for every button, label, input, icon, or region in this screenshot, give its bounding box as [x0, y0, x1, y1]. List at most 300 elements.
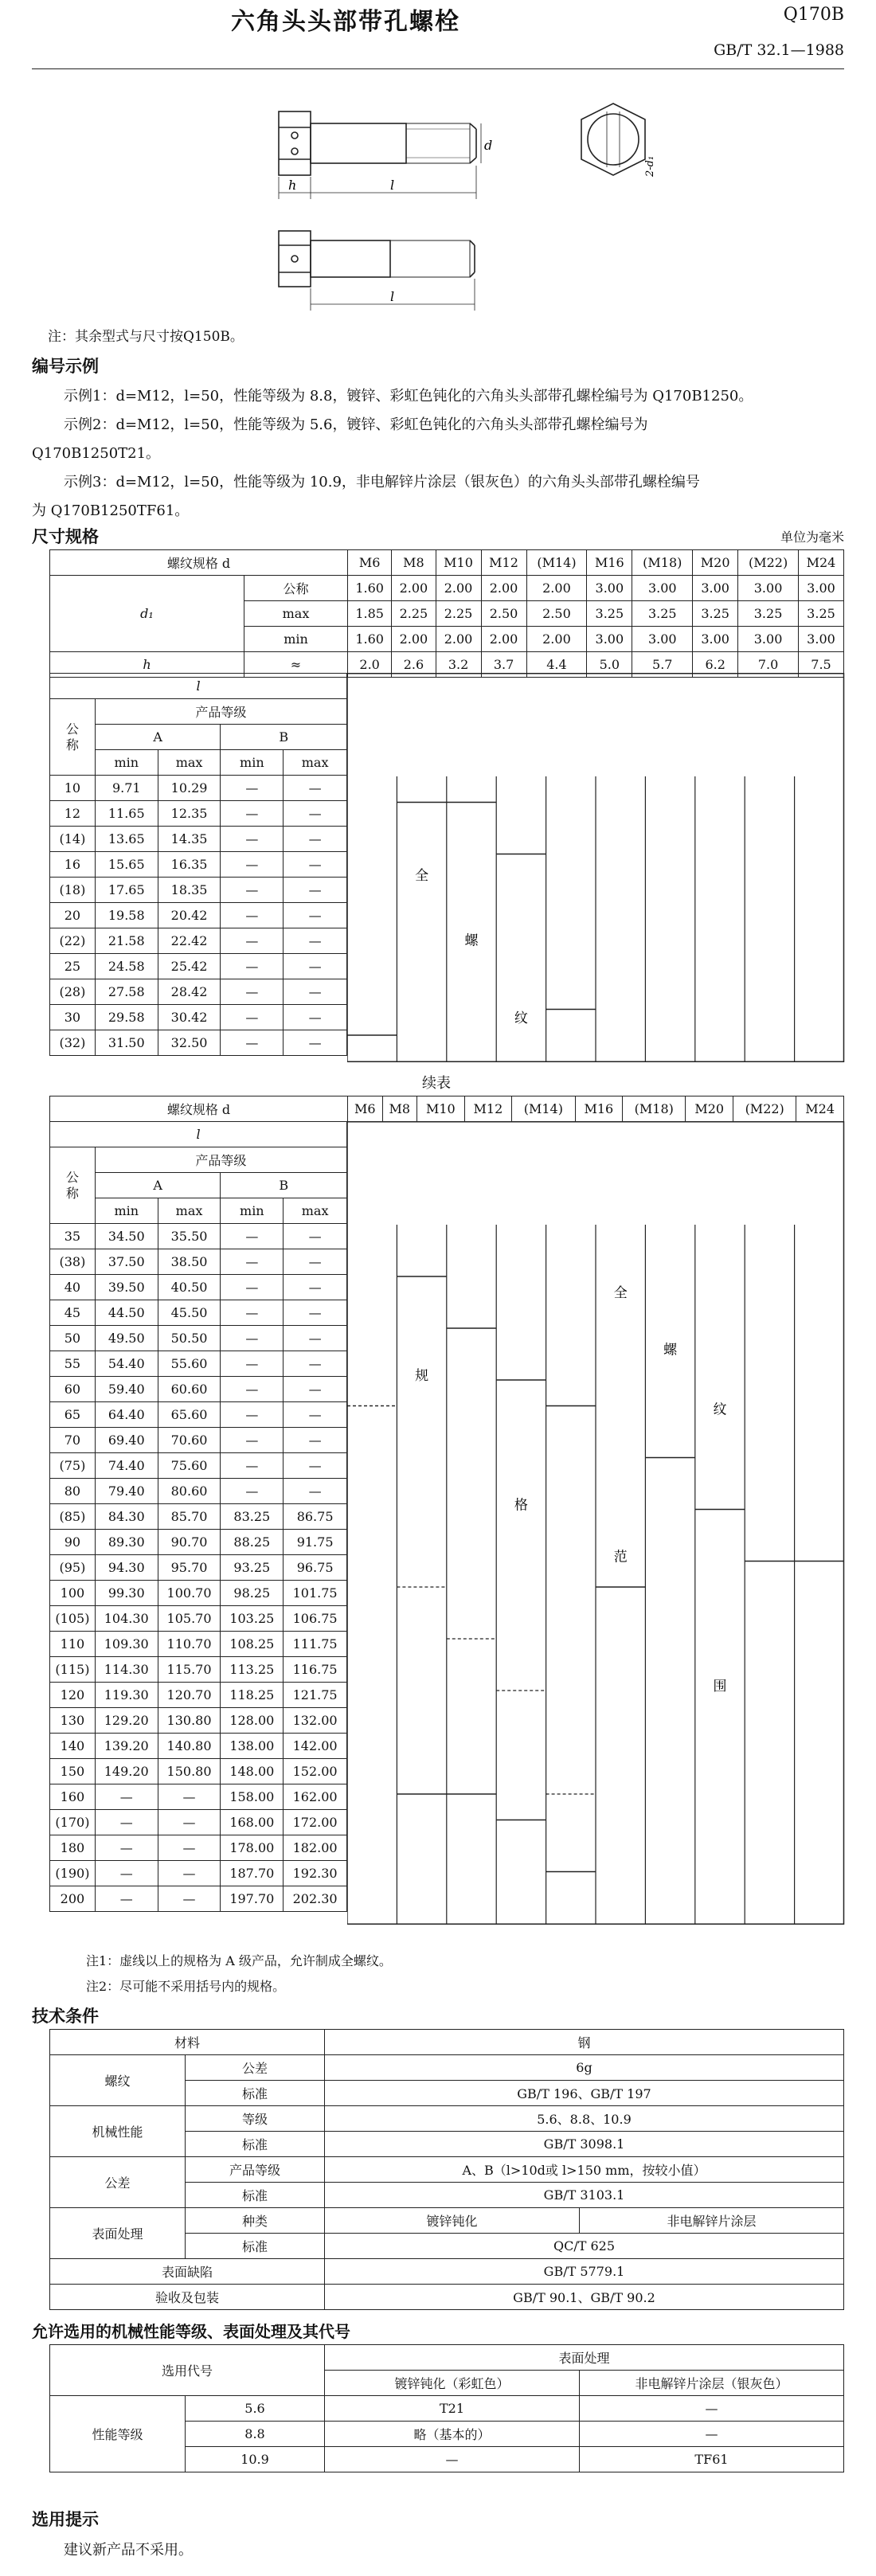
table-cell: 螺纹 [50, 2055, 186, 2106]
table-cell: — [95, 1835, 158, 1861]
table-cell: 3.00 [738, 627, 799, 652]
max-label: max [244, 601, 348, 627]
table-cell: T21 [325, 2396, 580, 2422]
svg-text:全: 全 [415, 868, 429, 884]
table-cell: — [221, 954, 284, 979]
table-cell: 80.60 [158, 1479, 221, 1504]
table-cell: — [284, 1249, 347, 1275]
table-cell: (22) [50, 928, 96, 954]
table-cell: 85.70 [158, 1504, 221, 1530]
table-cell: 2.00 [526, 576, 587, 601]
table-cell: — [221, 1224, 284, 1249]
table-cell: 101.75 [284, 1581, 347, 1606]
table-cell: M10 [417, 1096, 465, 1122]
table-cell: 21.58 [95, 928, 158, 954]
table-cell: M20 [686, 1096, 733, 1122]
table-cell: 25.42 [158, 954, 221, 979]
tech-heading: 技术条件 [32, 2007, 99, 2026]
table-row [50, 1632, 347, 1657]
table-cell: 49.50 [95, 1326, 158, 1351]
example-2: 示例2：d=M12，l=50，性能等级为 5.6，镀锌、彩虹色钝化的六角头头部带孔螺栓编号为 [64, 416, 648, 433]
table-cell: (95) [50, 1555, 96, 1581]
table-cell: 3.00 [632, 576, 693, 601]
table-cell: (32) [50, 1030, 96, 1056]
example-2-cont: Q170B1250T21。 [32, 445, 161, 462]
table-cell: 30 [50, 1005, 96, 1030]
table-cell: 32.50 [158, 1030, 221, 1056]
table-row [50, 1428, 347, 1453]
table-cell: (115) [50, 1657, 96, 1683]
grade-header: 产品等级 [95, 1147, 346, 1173]
table-cell: 130 [50, 1708, 96, 1734]
table-row [50, 1708, 347, 1734]
table-row [50, 1005, 347, 1030]
table-cell: 110.70 [158, 1632, 221, 1657]
table-cell: max [284, 1198, 347, 1224]
table-cell: 镀锌钝化 [325, 2208, 580, 2234]
table-cell: 60 [50, 1377, 96, 1402]
table-cell: 83.25 [221, 1504, 284, 1530]
table-cell: 139.20 [95, 1734, 158, 1759]
table-cell: — [95, 1810, 158, 1835]
table-row [50, 979, 347, 1005]
svg-text:螺: 螺 [663, 1342, 678, 1358]
table-row [50, 852, 347, 878]
table-cell: (38) [50, 1249, 96, 1275]
table-cell: — [284, 801, 347, 827]
table-cell: 202.30 [284, 1886, 347, 1912]
d1-label: 2-d₁ [644, 155, 656, 177]
table-cell: 2.00 [481, 576, 526, 601]
table-cell: 2.00 [481, 627, 526, 652]
table-cell: 材料 [50, 2030, 325, 2055]
table-cell: 96.75 [284, 1555, 347, 1581]
table-cell: 172.00 [284, 1810, 347, 1835]
table-cell: — [221, 1300, 284, 1326]
table-cell: 138.00 [221, 1734, 284, 1759]
table-cell: 168.00 [221, 1810, 284, 1835]
table-cell: — [221, 1005, 284, 1030]
table-cell: — [284, 903, 347, 928]
table-cell: 110 [50, 1632, 96, 1657]
table-cell: — [284, 1275, 347, 1300]
table-cell: 84.30 [95, 1504, 158, 1530]
table-row [50, 1249, 347, 1275]
table-cell: M12 [464, 1096, 512, 1122]
table-cell: — [221, 1326, 284, 1351]
thread-region [347, 1121, 845, 1925]
table-cell: min [95, 1198, 158, 1224]
table-cell: 产品等级 [186, 2157, 325, 2183]
table-cell: GB/T 196、GB/T 197 [325, 2081, 844, 2106]
table-cell: 65 [50, 1402, 96, 1428]
page-title: 六角头头部带孔螺栓 [231, 8, 460, 36]
table-cell: 2.0 [348, 652, 392, 678]
table-cell: 39.50 [95, 1275, 158, 1300]
table-cell: 2.25 [436, 601, 481, 627]
length-rows [49, 1121, 347, 1912]
table-cell: 40.50 [158, 1275, 221, 1300]
table-cell: 3.00 [587, 576, 632, 601]
table-cell: 94.30 [95, 1555, 158, 1581]
table-cell: 机械性能 [50, 2106, 186, 2157]
table-cell: B [221, 1173, 347, 1198]
table-cell: 3.2 [436, 652, 481, 678]
table-cell: 142.00 [284, 1734, 347, 1759]
l-label-2: l [390, 289, 395, 304]
table-cell: — [221, 1351, 284, 1377]
table-cell: 22.42 [158, 928, 221, 954]
table-cell: 2.00 [436, 576, 481, 601]
table-row [50, 1030, 347, 1056]
table-cell: 3.25 [738, 601, 799, 627]
table-cell: 3.00 [798, 627, 843, 652]
table-cell: (18) [50, 878, 96, 903]
table-cell: 120 [50, 1683, 96, 1708]
table-cell: B [221, 725, 347, 750]
thread-region [347, 673, 845, 1063]
table-cell: 108.25 [221, 1632, 284, 1657]
table-cell: 6.2 [693, 652, 738, 678]
size-cell: M10 [436, 550, 481, 576]
table-cell: 1.60 [348, 627, 392, 652]
table-cell: 44.50 [95, 1300, 158, 1326]
table-cell: 5.0 [587, 652, 632, 678]
table-cell: 121.75 [284, 1683, 347, 1708]
table-cell: 150.80 [158, 1759, 221, 1784]
part-code: Q170B [783, 5, 844, 25]
table-cell: 88.25 [221, 1530, 284, 1555]
table-cell: 5.6、8.8、10.9 [325, 2106, 844, 2132]
table-cell: 5.6 [186, 2396, 325, 2422]
table-cell: 65.60 [158, 1402, 221, 1428]
table-cell: M6 [348, 1096, 383, 1122]
table-cell: 120.70 [158, 1683, 221, 1708]
table-cell: 79.40 [95, 1479, 158, 1504]
table-row [50, 903, 347, 928]
table-cell: — [284, 1300, 347, 1326]
table-cell: — [158, 1861, 221, 1886]
table-cell: M8 [382, 1096, 417, 1122]
table-cell: — [284, 852, 347, 878]
table-cell: 性能等级 [50, 2396, 186, 2472]
table-cell: — [284, 1351, 347, 1377]
table-cell: 19.58 [95, 903, 158, 928]
table-cell: 140.80 [158, 1734, 221, 1759]
table-cell: 2.25 [392, 601, 436, 627]
table-cell: 16 [50, 852, 96, 878]
table-cell: — [284, 1224, 347, 1249]
table-cell: 45.50 [158, 1300, 221, 1326]
table-cell: — [221, 776, 284, 801]
table-cell: ≈ [244, 652, 348, 678]
table-cell: — [158, 1810, 221, 1835]
table-cell: — [325, 2447, 580, 2472]
table-cell: — [95, 1886, 158, 1912]
table-cell: — [284, 954, 347, 979]
table-cell: 90.70 [158, 1530, 221, 1555]
size-cell: M6 [348, 550, 392, 576]
table-cell: 28.42 [158, 979, 221, 1005]
header-divider [32, 68, 844, 69]
table-cell: 37.50 [95, 1249, 158, 1275]
table-cell: 1.60 [348, 576, 392, 601]
d1-row-label: d₁ [50, 576, 244, 652]
table-row [50, 1224, 347, 1249]
table-cell: — [158, 1835, 221, 1861]
table-cell: 182.00 [284, 1835, 347, 1861]
table-cell: 3.25 [798, 601, 843, 627]
table-cell: 2.6 [392, 652, 436, 678]
table-cell: 27.58 [95, 979, 158, 1005]
table-cell: — [221, 979, 284, 1005]
table-cell: 74.40 [95, 1453, 158, 1479]
table-cell: 95.70 [158, 1555, 221, 1581]
table-cell: 50.50 [158, 1326, 221, 1351]
table-cell: 标准 [186, 2081, 325, 2106]
table-cell: 种类 [186, 2208, 325, 2234]
table-cell: 2.00 [392, 576, 436, 601]
table-cell: — [284, 776, 347, 801]
table-row [50, 1453, 347, 1479]
table-cell: 160 [50, 1784, 96, 1810]
thread-label-2: 螺纹规格 d [50, 1096, 348, 1122]
thread-label: 螺纹规格 d [50, 550, 348, 576]
svg-text:围: 围 [713, 1679, 727, 1695]
table-cell: 标准 [186, 2183, 325, 2208]
table-cell: 公差 [50, 2157, 186, 2208]
table-cell: 59.40 [95, 1377, 158, 1402]
table-cell: (85) [50, 1504, 96, 1530]
table-cell: min [221, 1198, 284, 1224]
table-cell: 93.25 [221, 1555, 284, 1581]
table-cell: GB/T 3098.1 [325, 2132, 844, 2157]
dims-table-2-header [49, 1096, 844, 1122]
table-cell: 24.58 [95, 954, 158, 979]
table-cell: 114.30 [95, 1657, 158, 1683]
table-cell: 35.50 [158, 1224, 221, 1249]
table-row [50, 1810, 347, 1835]
table-cell: A [95, 1173, 221, 1198]
example-3: 示例3：d=M12，l=50，性能等级为 10.9，非电解锌片涂层（银灰色）的六角头头部带孔螺栓编号 [64, 474, 700, 491]
table-cell: 70.60 [158, 1428, 221, 1453]
table-cell: 表面处理 [325, 2345, 844, 2371]
table-cell: — [284, 1479, 347, 1504]
table-cell: 54.40 [95, 1351, 158, 1377]
table-cell: — [580, 2396, 844, 2422]
h-label: h [288, 178, 297, 193]
table-cell: (170) [50, 1810, 96, 1835]
table-cell: — [221, 878, 284, 903]
table-row [50, 1886, 347, 1912]
table-cell: 7.5 [798, 652, 843, 678]
table-cell: 2.50 [526, 601, 587, 627]
table-cell: 128.00 [221, 1708, 284, 1734]
table-cell: 35 [50, 1224, 96, 1249]
d-label: d [484, 138, 493, 153]
table-cell: 10 [50, 776, 96, 801]
table-cell: 98.25 [221, 1581, 284, 1606]
svg-text:格: 格 [514, 1497, 528, 1514]
hint-heading: 选用提示 [32, 2510, 99, 2529]
table-cell: (14) [50, 827, 96, 852]
table-cell: 197.70 [221, 1886, 284, 1912]
size-cell: M8 [392, 550, 436, 576]
table-cell: 192.30 [284, 1861, 347, 1886]
table-cell: — [284, 1030, 347, 1056]
table-cell: 3.25 [693, 601, 738, 627]
table-cell: — [284, 1377, 347, 1402]
table-cell: — [158, 1886, 221, 1912]
table-cell: 20.42 [158, 903, 221, 928]
table-cell: 3.7 [481, 652, 526, 678]
table-cell: 验收及包装 [50, 2285, 325, 2310]
svg-text:规: 规 [415, 1368, 429, 1384]
note-2: 注2：尽可能不采用括号内的规格。 [86, 1979, 286, 1994]
table-cell: 113.25 [221, 1657, 284, 1683]
table-cell: 13.65 [95, 827, 158, 852]
table-cell: GB/T 3103.1 [325, 2183, 844, 2208]
table-cell: 25 [50, 954, 96, 979]
table-cell: (75) [50, 1453, 96, 1479]
table-row [50, 1504, 347, 1530]
svg-text:全: 全 [613, 1285, 628, 1301]
table-row [50, 1300, 347, 1326]
unit-label: 单位为毫米 [780, 530, 844, 545]
table-cell: 149.20 [95, 1759, 158, 1784]
table-cell: 80 [50, 1479, 96, 1504]
table-row [50, 878, 347, 903]
table-row [50, 1657, 347, 1683]
l-header: l [50, 674, 347, 699]
table-cell: 9.71 [95, 776, 158, 801]
table-cell: max [284, 750, 347, 776]
options-heading: 允许选用的机械性能等级、表面处理及其代号 [32, 2322, 350, 2341]
example-1: 示例1：d=M12，l=50，性能等级为 8.8，镀锌、彩虹色钝化的六角头头部带孔螺栓编号为 Q170B1250。 [64, 388, 753, 405]
table-cell: 3.25 [587, 601, 632, 627]
size-cell: (M22) [738, 550, 799, 576]
table-cell: — [221, 903, 284, 928]
table-cell: (190) [50, 1861, 96, 1886]
table-cell: — [284, 1005, 347, 1030]
table-cell: 99.30 [95, 1581, 158, 1606]
table-row [50, 1759, 347, 1784]
size-cell: M16 [587, 550, 632, 576]
table-cell: 2.00 [526, 627, 587, 652]
table-cell: 等级 [186, 2106, 325, 2132]
table-cell: 选用代号 [50, 2345, 325, 2396]
table-cell: 2.00 [392, 627, 436, 652]
table-cell: 90 [50, 1530, 96, 1555]
table-cell: 60.60 [158, 1377, 221, 1402]
table-cell: 200 [50, 1886, 96, 1912]
length-rows [49, 673, 347, 1056]
size-cell: M20 [693, 550, 738, 576]
example-3-cont: 为 Q170B1250TF61。 [32, 502, 190, 519]
table-row [50, 1683, 347, 1708]
table-cell: — [284, 878, 347, 903]
hint-text: 建议新产品不采用。 [64, 2542, 193, 2558]
table-cell: 3.00 [693, 627, 738, 652]
table-row [50, 1555, 347, 1581]
table-cell: 表面处理 [50, 2208, 186, 2259]
table-cell: 116.75 [284, 1657, 347, 1683]
table-cell: 17.65 [95, 878, 158, 903]
table-cell: 钢 [325, 2030, 844, 2055]
table-cell: 31.50 [95, 1030, 158, 1056]
table-cell: (M14) [512, 1096, 575, 1122]
table-cell: 1.85 [348, 601, 392, 627]
table-cell: GB/T 5779.1 [325, 2259, 844, 2285]
table-row [50, 1861, 347, 1886]
nominal-header: 公 称 [50, 1147, 96, 1224]
table-cell: — [221, 827, 284, 852]
svg-text:范: 范 [613, 1549, 628, 1566]
table-cell: 6g [325, 2055, 844, 2081]
table-cell: 标准 [186, 2132, 325, 2157]
l-label: l [390, 178, 395, 193]
table-row [50, 954, 347, 979]
table-cell: A、B（l>10d或 l>150 mm，按较小值） [325, 2157, 844, 2183]
table-cell: — [221, 1428, 284, 1453]
table-cell: — [284, 1428, 347, 1453]
table-cell: 11.65 [95, 801, 158, 827]
table-cell: 129.20 [95, 1708, 158, 1734]
table-row [50, 1377, 347, 1402]
table-row [50, 1275, 347, 1300]
table-row [50, 827, 347, 852]
table-cell: — [221, 852, 284, 878]
table-row [50, 928, 347, 954]
table-cell: 75.60 [158, 1453, 221, 1479]
table-cell: TF61 [580, 2447, 844, 2472]
table-cell: 表面缺陷 [50, 2259, 325, 2285]
table-cell: 152.00 [284, 1759, 347, 1784]
table-cell: 91.75 [284, 1530, 347, 1555]
table-cell: (28) [50, 979, 96, 1005]
svg-text:螺: 螺 [464, 932, 479, 949]
table-cell: — [221, 1030, 284, 1056]
table-cell: 148.00 [221, 1759, 284, 1784]
table-cell: 55.60 [158, 1351, 221, 1377]
table-cell: 3.00 [587, 627, 632, 652]
size-cell: (M14) [526, 550, 587, 576]
table-cell: 69.40 [95, 1428, 158, 1453]
nominal-header: 公 称 [50, 699, 96, 776]
table-cell: 非电解锌片涂层（银灰色） [580, 2371, 844, 2396]
table-row [50, 1479, 347, 1504]
svg-text:纹: 纹 [514, 1010, 528, 1026]
continued-label: 续表 [422, 1075, 451, 1092]
table-cell: QC/T 625 [325, 2234, 844, 2259]
table-cell: 40 [50, 1275, 96, 1300]
table-cell: — [580, 2422, 844, 2447]
table-cell: 30.42 [158, 1005, 221, 1030]
table-cell: — [158, 1784, 221, 1810]
table-cell: M24 [796, 1096, 844, 1122]
table-cell: 2.50 [481, 601, 526, 627]
table-cell: min [95, 750, 158, 776]
table-cell: — [221, 1453, 284, 1479]
table-cell: 3.00 [632, 627, 693, 652]
table-row [50, 1326, 347, 1351]
table-cell: 109.30 [95, 1632, 158, 1657]
table-cell: — [284, 979, 347, 1005]
table-cell: — [284, 928, 347, 954]
table-cell: 29.58 [95, 1005, 158, 1030]
table-cell: — [221, 1377, 284, 1402]
table-cell: 7.0 [738, 652, 799, 678]
